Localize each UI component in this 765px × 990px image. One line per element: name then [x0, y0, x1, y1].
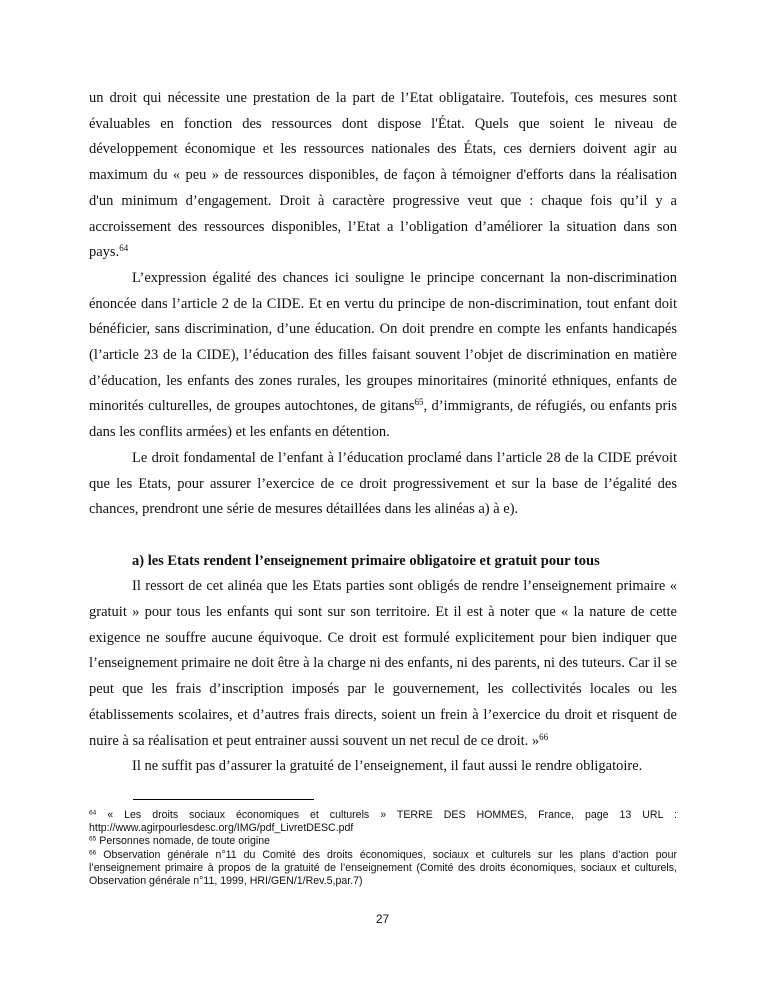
section-heading-a: [89, 549, 677, 575]
footnote-text: Observation générale n°11 du Comité des droits économiques, sociaux et culturels sur les plans d’action pour l’enseignement primaire à propos de la gratuité de l’enseignement (Comité des droits économiques, sociaux et culturels, Observation générale n°11, 1999, HRI/GEN/1/Rev.5,par.7): [89, 848, 677, 888]
paragraph-2-text-b: , d’immigrants, de réfugiés, ou enfants pris dans les conflits armées) et les enfants en détention.: [89, 398, 677, 441]
paragraph-2-text-a: L’expression égalité des chances ici souligne le principe concernant la non-discrimination énoncée dans l’article 2 de la CIDE. Et en vertu du principe de non-discrimination, tout enfant doit bénéficier, sans discrimination, d’une éducation. On doit prendre en compte les enfants handicapés (l’article 23 de la CIDE), l’éducation des filles faisant souvent l’objet de discrimination en matière d’éducation, les enfants des zones rurales, les groupes minoritaires (minorité ethniques, enfants de minorités culturelles, de groupes autochtones, de gitans: [89, 269, 677, 415]
page-number: 27: [375, 912, 390, 926]
footnote-ref-65: 65: [414, 397, 424, 408]
paragraph-4-text: Il ressort de cet alinéa que les Etats parties sont obligés de rendre l’enseignement primaire « gratuit » pour tous les enfants qui sont sur son territoire. Et il est à noter que « la nature de cette exigence ne souffre aucune équivoque. Ce droit est formulé explicitement pour bien indiquer que l’enseignement primaire ne doit être à la charge ni des enfants, ni des parents, ni des tuteurs. Car il se peut que les frais d’inscription imposés par le gouvernement, les collectivités locales ou les établissements scolaires, et d’autres frais directs, soient un frein à l’exercice du droit et risquent de nuire à sa réalisation et peut entrainer aussi souvent un net recul de ce droit. »: [89, 578, 677, 749]
paragraph-3-text: Le droit fondamental de l’enfant à l’éducation proclamé dans l’article 28 de la CIDE prévoit que les Etats, pour assurer l’exercice de ce droit progressivement et sur la base de l’égalité des chances, prendront une série de mesures détaillées dans les alinéas a) à e).: [89, 449, 677, 518]
footnote-number: 66: [89, 849, 97, 856]
footnote-separator: [133, 799, 314, 800]
footnote-66: [89, 849, 677, 889]
section-heading-text: a) les Etats rendent l’enseignement primaire obligatoire et gratuit pour tous: [132, 552, 600, 569]
body-text: [89, 86, 677, 780]
footnote-text: Personnes nomade, de toute origine: [96, 835, 271, 848]
paragraph-1: [89, 86, 677, 266]
footnote-ref-64: 64: [119, 243, 129, 254]
paragraph-4: [89, 574, 677, 754]
paragraph-5: [89, 754, 677, 780]
footnote-text: « Les droits sociaux économiques et culturels » TERRE DES HOMMES, France, page 13 URL : http://www.agirpourlesdesc.org/IMG/pdf_LivretDESC.pdf: [89, 809, 677, 835]
paragraph-3: [89, 446, 677, 523]
paragraph-5-text: Il ne suffit pas d’assurer la gratuité de l’enseignement, il faut aussi le rendre obligatoire.: [132, 758, 643, 775]
paragraph-2: [89, 266, 677, 446]
footnotes: [89, 809, 677, 888]
footnote-number: 64: [89, 809, 97, 817]
footnote-65: [89, 835, 677, 848]
footnote-64: [89, 809, 677, 835]
footnote-ref-66: 66: [539, 731, 549, 742]
paragraph-1-text: un droit qui nécessite une prestation de la part de l’Etat obligataire. Toutefois, ces mesures sont évaluables en fonction des ressources dont dispose l'État. Quels que soient le niveau de développement économique et les ressources nationales des États, ces derniers doivent agir au maximum du « peu » de ressources disponibles, de façon à témoigner d'efforts dans la réalisation d'un minimum d’engagement. Droit à caractère progressive veut que : chaque fois qu’il y a accroissement des ressources disponibles, l’Etat a l’obligation d’améliorer la situation dans son pays.: [89, 90, 677, 261]
footnote-number: 65: [89, 835, 97, 843]
